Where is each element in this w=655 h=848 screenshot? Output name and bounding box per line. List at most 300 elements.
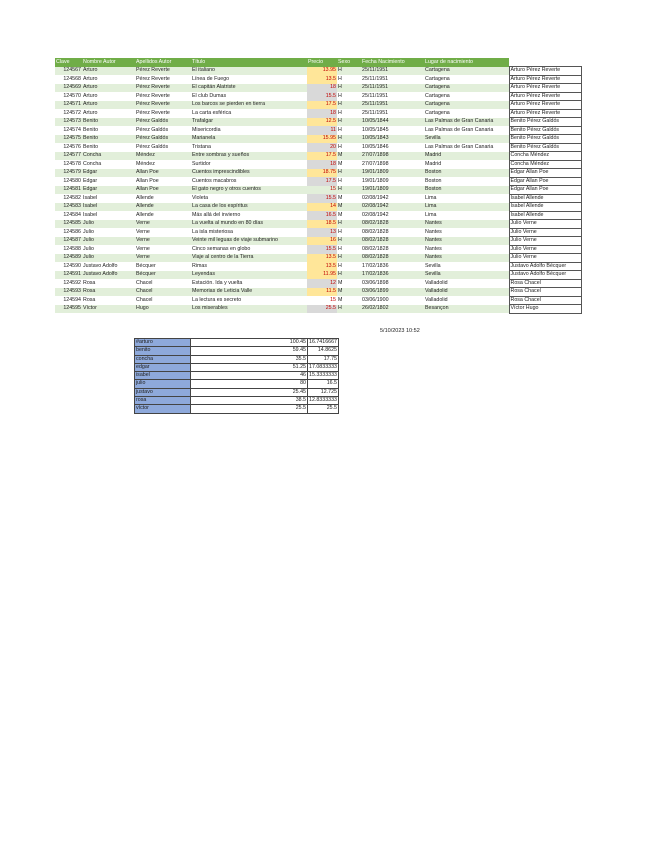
cell-sexo: H — [337, 262, 361, 271]
cell-clave: 124580 — [55, 177, 82, 186]
cell-clave: 124581 — [55, 186, 82, 195]
cell-apellidos: Pérez Reverte — [135, 109, 191, 118]
timestamp: 5/10/2023 10:52 — [380, 328, 420, 334]
cell-lugar: Nantes — [424, 228, 509, 237]
cell-sexo: M — [337, 194, 361, 203]
cell-fecha: 25/11/1951 — [361, 67, 424, 76]
cell-precio: 17.5 — [307, 177, 337, 186]
table-row — [55, 160, 581, 169]
cell-apellidos: Pérez Reverte — [135, 84, 191, 93]
cell-precio: 15.5 — [307, 194, 337, 203]
cell-nombre: Rosa — [82, 288, 135, 297]
cell-fecha: 03/06/1900 — [361, 296, 424, 305]
cell-sexo: H — [337, 118, 361, 127]
cell-fecha: 08/02/1828 — [361, 220, 424, 229]
cell-fecha: 26/02/1802 — [361, 305, 424, 314]
cell-apellidos: Pérez Reverte — [135, 101, 191, 110]
header-sexo: Sexo — [337, 58, 361, 67]
cell-clave: 124575 — [55, 135, 82, 144]
cell-autor-completo: Isabel Allende — [509, 203, 581, 212]
cell-precio: 15 — [307, 296, 337, 305]
cell-clave: 124570 — [55, 92, 82, 101]
summary-total: 51.25 — [191, 363, 308, 371]
header-apellidos: Apellidos Autor — [135, 58, 191, 67]
table-row — [55, 186, 581, 195]
cell-precio: 25.5 — [307, 305, 337, 314]
header-titulo: Título — [191, 58, 307, 67]
cell-autor-completo: Rosa Chacel — [509, 279, 581, 288]
summary-table — [134, 338, 339, 414]
cell-autor-completo: Julio Verne — [509, 245, 581, 254]
table-row — [55, 109, 581, 118]
cell-nombre: Arturo — [82, 75, 135, 84]
header-fecha: Fecha Nacimiento — [361, 58, 424, 67]
cell-titulo: Viaje al centro de la Tierra — [191, 254, 307, 263]
cell-precio: 18.75 — [307, 169, 337, 178]
cell-precio: 11 — [307, 126, 337, 135]
cell-lugar: Lima — [424, 211, 509, 220]
cell-fecha: 27/07/1898 — [361, 160, 424, 169]
cell-titulo: Más allá del invierno — [191, 211, 307, 220]
cell-sexo: H — [337, 84, 361, 93]
table-row — [55, 194, 581, 203]
cell-precio: 13 — [307, 228, 337, 237]
cell-clave: 124572 — [55, 109, 82, 118]
cell-autor-completo: Rosa Chacel — [509, 296, 581, 305]
cell-titulo: Cuentos imprescindibles — [191, 169, 307, 178]
cell-titulo: Memorias de Leticia Valle — [191, 288, 307, 297]
cell-autor-completo: Julio Verne — [509, 228, 581, 237]
cell-fecha: 10/05/1843 — [361, 135, 424, 144]
summary-name: víctor — [135, 405, 191, 413]
cell-precio: 16 — [307, 237, 337, 246]
table-row — [55, 152, 581, 161]
summary-table-body — [135, 339, 339, 414]
cell-apellidos: Allan Poe — [135, 177, 191, 186]
cell-apellidos: Pérez Reverte — [135, 92, 191, 101]
cell-sexo: H — [337, 220, 361, 229]
header-clave: Clave — [55, 58, 82, 67]
cell-lugar: Madrid — [424, 152, 509, 161]
cell-sexo: H — [337, 245, 361, 254]
cell-precio: 13.5 — [307, 262, 337, 271]
cell-apellidos: Bécquer — [135, 271, 191, 280]
cell-precio: 20 — [307, 143, 337, 152]
cell-autor-completo: Isabel Allende — [509, 194, 581, 203]
cell-sexo: H — [337, 67, 361, 76]
cell-clave: 124592 — [55, 279, 82, 288]
cell-nombre: Benito — [82, 143, 135, 152]
summary-name: edgar — [135, 363, 191, 371]
cell-nombre: Edgar — [82, 186, 135, 195]
cell-nombre: Rosa — [82, 279, 135, 288]
cell-clave: 124589 — [55, 254, 82, 263]
cell-autor-completo: Arturo Pérez Reverte — [509, 75, 581, 84]
cell-titulo: Leyendas — [191, 271, 307, 280]
table-row — [55, 220, 581, 229]
cell-clave: 124568 — [55, 75, 82, 84]
cell-nombre: Julio — [82, 237, 135, 246]
cell-titulo: El capitán Alatriste — [191, 84, 307, 93]
cell-clave: 124590 — [55, 262, 82, 271]
cell-clave: 124569 — [55, 84, 82, 93]
cell-autor-completo: Benito Pérez Galdós — [509, 135, 581, 144]
cell-nombre: Isabel — [82, 203, 135, 212]
cell-nombre: Edgar — [82, 169, 135, 178]
cell-lugar: Lima — [424, 203, 509, 212]
cell-lugar: Cartagena — [424, 101, 509, 110]
summary-row — [135, 363, 339, 371]
cell-fecha: 02/08/1942 — [361, 211, 424, 220]
cell-precio: 17.5 — [307, 152, 337, 161]
cell-autor-completo: Edgar Allan Poe — [509, 186, 581, 195]
cell-lugar: Las Palmas de Gran Canaria — [424, 126, 509, 135]
table-row — [55, 126, 581, 135]
cell-autor-completo: Víctor Hugo — [509, 305, 581, 314]
table-row — [55, 84, 581, 93]
cell-sexo: M — [337, 288, 361, 297]
table-row — [55, 177, 581, 186]
cell-nombre: Arturo — [82, 67, 135, 76]
cell-clave: 124574 — [55, 126, 82, 135]
table-row — [55, 75, 581, 84]
cell-fecha: 10/05/1845 — [361, 126, 424, 135]
cell-clave: 124571 — [55, 101, 82, 110]
header-lugar: Lugar de nacimiento — [424, 58, 509, 67]
cell-apellidos: Allan Poe — [135, 169, 191, 178]
cell-clave: 124573 — [55, 118, 82, 127]
cell-apellidos: Méndez — [135, 152, 191, 161]
summary-total: 46 — [191, 372, 308, 380]
cell-apellidos: Allende — [135, 203, 191, 212]
cell-precio: 11.5 — [307, 288, 337, 297]
cell-titulo: La isla misteriosa — [191, 228, 307, 237]
summary-average: 17.75 — [308, 355, 339, 363]
cell-lugar: Boston — [424, 186, 509, 195]
cell-nombre: Arturo — [82, 92, 135, 101]
table-row — [55, 271, 581, 280]
cell-precio: 15 — [307, 186, 337, 195]
cell-autor-completo: Julio Verne — [509, 220, 581, 229]
cell-nombre: Arturo — [82, 84, 135, 93]
cell-autor-completo: Julio Verne — [509, 237, 581, 246]
cell-lugar: Boston — [424, 169, 509, 178]
cell-clave: 124577 — [55, 152, 82, 161]
cell-sexo: H — [337, 101, 361, 110]
cell-lugar: Madrid — [424, 160, 509, 169]
cell-apellidos: Pérez Reverte — [135, 67, 191, 76]
table-row — [55, 254, 581, 263]
table-row — [55, 262, 581, 271]
table-row — [55, 296, 581, 305]
cell-lugar: Las Palmas de Gran Canaria — [424, 143, 509, 152]
cell-autor-completo: Benito Pérez Galdós — [509, 143, 581, 152]
table-row — [55, 279, 581, 288]
cell-titulo: Violeta — [191, 194, 307, 203]
cell-lugar: Las Palmas de Gran Canaria — [424, 118, 509, 127]
summary-row — [135, 355, 339, 363]
table-row — [55, 211, 581, 220]
cell-fecha: 19/01/1809 — [361, 177, 424, 186]
cell-clave: 124587 — [55, 237, 82, 246]
summary-average: 12.725 — [308, 388, 339, 396]
table-row — [55, 135, 581, 144]
cell-clave: 124588 — [55, 245, 82, 254]
cell-fecha: 27/07/1898 — [361, 152, 424, 161]
cell-autor-completo: Rosa Chacel — [509, 288, 581, 297]
cell-nombre: Julio — [82, 228, 135, 237]
table-row — [55, 92, 581, 101]
summary-total: 25.45 — [191, 388, 308, 396]
cell-lugar: Valladolid — [424, 288, 509, 297]
cell-lugar: Sevilla — [424, 271, 509, 280]
cell-fecha: 19/01/1809 — [361, 169, 424, 178]
cell-precio: 15.5 — [307, 92, 337, 101]
cell-titulo: Surtidor — [191, 160, 307, 169]
cell-titulo: Entre sombras y sueños — [191, 152, 307, 161]
cell-titulo: Misericordia — [191, 126, 307, 135]
summary-average: 25.5 — [308, 405, 339, 413]
cell-apellidos: Pérez Galdós — [135, 135, 191, 144]
cell-apellidos: Verne — [135, 228, 191, 237]
header-blank — [509, 58, 581, 67]
summary-row — [135, 380, 339, 388]
cell-precio: 18 — [307, 84, 337, 93]
cell-nombre: Edgar — [82, 177, 135, 186]
cell-lugar: Besançon — [424, 305, 509, 314]
summary-name: rosa — [135, 397, 191, 405]
cell-lugar: Sevilla — [424, 135, 509, 144]
cell-titulo: La casa de los espíritus — [191, 203, 307, 212]
cell-fecha: 10/05/1846 — [361, 143, 424, 152]
table-row — [55, 245, 581, 254]
cell-nombre: Arturo — [82, 109, 135, 118]
cell-sexo: M — [337, 152, 361, 161]
cell-clave: 124593 — [55, 288, 82, 297]
cell-lugar: Boston — [424, 177, 509, 186]
cell-sexo: M — [337, 211, 361, 220]
books-table — [55, 58, 582, 314]
cell-clave: 124578 — [55, 160, 82, 169]
summary-average: 16.7416667 — [309, 339, 337, 345]
cell-fecha: 25/11/1951 — [361, 101, 424, 110]
cell-precio: 11.95 — [307, 271, 337, 280]
cell-apellidos: Chacel — [135, 296, 191, 305]
cell-precio: 18.5 — [307, 220, 337, 229]
cell-titulo: Cuentos macabros — [191, 177, 307, 186]
summary-name: benito — [135, 347, 191, 355]
summary-name: #arturo — [135, 339, 191, 347]
cell-apellidos: Hugo — [135, 305, 191, 314]
cell-apellidos: Bécquer — [135, 262, 191, 271]
table-row — [55, 203, 581, 212]
cell-lugar: Nantes — [424, 237, 509, 246]
cell-sexo: H — [337, 169, 361, 178]
summary-row — [135, 339, 339, 347]
cell-titulo: El italiano — [191, 67, 307, 76]
cell-apellidos: Méndez — [135, 160, 191, 169]
cell-apellidos: Allende — [135, 211, 191, 220]
summary-average: 17.0833333 — [309, 363, 337, 370]
cell-nombre: Víctor — [82, 305, 135, 314]
cell-nombre: Arturo — [82, 101, 135, 110]
cell-sexo: H — [337, 237, 361, 246]
cell-autor-completo: Justavo Adolfo Bécquer — [509, 271, 581, 280]
summary-row — [135, 405, 339, 413]
cell-lugar: Cartagena — [424, 109, 509, 118]
cell-titulo: Marianela — [191, 135, 307, 144]
cell-sexo: H — [337, 126, 361, 135]
books-table-body — [55, 67, 581, 314]
cell-nombre: Rosa — [82, 296, 135, 305]
cell-apellidos: Pérez Galdós — [135, 126, 191, 135]
cell-fecha: 10/05/1844 — [361, 118, 424, 127]
cell-sexo: H — [337, 109, 361, 118]
cell-sexo: H — [337, 135, 361, 144]
cell-lugar: Nantes — [424, 254, 509, 263]
cell-fecha: 03/06/1899 — [361, 288, 424, 297]
cell-nombre: Benito — [82, 135, 135, 144]
table-row — [55, 228, 581, 237]
cell-nombre: Isabel — [82, 194, 135, 203]
cell-apellidos: Allan Poe — [135, 186, 191, 195]
cell-lugar: Cartagena — [424, 75, 509, 84]
cell-sexo: H — [337, 92, 361, 101]
cell-clave: 124583 — [55, 203, 82, 212]
cell-apellidos: Verne — [135, 237, 191, 246]
summary-average: 12.8333333 — [309, 397, 337, 404]
summary-row — [135, 372, 339, 380]
table-row — [55, 305, 581, 314]
cell-nombre: Benito — [82, 126, 135, 135]
summary-name: concha — [135, 355, 191, 363]
cell-sexo: M — [337, 203, 361, 212]
cell-sexo: H — [337, 254, 361, 263]
table-row — [55, 101, 581, 110]
cell-precio: 12 — [307, 279, 337, 288]
summary-row — [135, 347, 339, 355]
summary-row — [135, 397, 339, 405]
cell-precio: 15.5 — [307, 245, 337, 254]
cell-sexo: H — [337, 177, 361, 186]
cell-lugar: Cartagena — [424, 92, 509, 101]
cell-titulo: El gato negro y otros cuentos — [191, 186, 307, 195]
table-row — [55, 118, 581, 127]
cell-titulo: Línea de Fuego — [191, 75, 307, 84]
cell-nombre: Isabel — [82, 211, 135, 220]
summary-total: 100.45 — [191, 339, 308, 347]
cell-apellidos: Verne — [135, 254, 191, 263]
table-row — [55, 288, 581, 297]
cell-titulo: Los miserables — [191, 305, 307, 314]
header-row — [55, 58, 581, 67]
cell-clave: 124584 — [55, 211, 82, 220]
cell-sexo: H — [337, 143, 361, 152]
cell-apellidos: Verne — [135, 245, 191, 254]
cell-autor-completo: Concha Méndez — [509, 152, 581, 161]
cell-lugar: Lima — [424, 194, 509, 203]
cell-nombre: Justavo Adolfo — [82, 262, 135, 271]
cell-titulo: Veinte mil leguas de viaje submarino — [191, 237, 307, 246]
cell-apellidos: Pérez Galdós — [135, 118, 191, 127]
cell-precio: 18 — [307, 160, 337, 169]
cell-fecha: 19/01/1809 — [361, 186, 424, 195]
cell-nombre: Julio — [82, 254, 135, 263]
cell-precio: 17.5 — [307, 101, 337, 110]
summary-average: 16.5 — [308, 380, 339, 388]
cell-nombre: Concha — [82, 152, 135, 161]
cell-clave: 124585 — [55, 220, 82, 229]
table-row — [55, 169, 581, 178]
cell-fecha: 25/11/1951 — [361, 84, 424, 93]
cell-clave: 124579 — [55, 169, 82, 178]
cell-nombre: Justavo Adolfo — [82, 271, 135, 280]
cell-titulo: Estación. Ida y vuelta — [191, 279, 307, 288]
cell-titulo: La vuelta al mundo en 80 días — [191, 220, 307, 229]
cell-fecha: 17/02/1836 — [361, 262, 424, 271]
cell-precio: 13.5 — [307, 254, 337, 263]
cell-titulo: La lectura es secreto — [191, 296, 307, 305]
cell-autor-completo: Benito Pérez Galdós — [509, 126, 581, 135]
cell-sexo: H — [337, 228, 361, 237]
cell-fecha: 08/02/1828 — [361, 237, 424, 246]
cell-fecha: 17/02/1836 — [361, 271, 424, 280]
cell-fecha: 08/02/1828 — [361, 245, 424, 254]
cell-precio: 14 — [307, 203, 337, 212]
cell-lugar: Nantes — [424, 220, 509, 229]
summary-name: isabel — [135, 372, 191, 380]
cell-lugar: Cartagena — [424, 67, 509, 76]
cell-fecha: 08/02/1828 — [361, 228, 424, 237]
cell-titulo: Trafalgar — [191, 118, 307, 127]
cell-precio: 13.95 — [307, 67, 337, 76]
cell-precio: 12.5 — [307, 118, 337, 127]
cell-apellidos: Pérez Galdós — [135, 143, 191, 152]
cell-autor-completo: Justavo Adolfo Bécquer — [509, 262, 581, 271]
cell-precio: 18 — [307, 109, 337, 118]
cell-titulo: La carta esférica — [191, 109, 307, 118]
cell-lugar: Valladolid — [424, 296, 509, 305]
cell-autor-completo: Arturo Pérez Reverte — [509, 92, 581, 101]
cell-autor-completo: Benito Pérez Galdós — [509, 118, 581, 127]
cell-lugar: Nantes — [424, 245, 509, 254]
cell-autor-completo: Edgar Allan Poe — [509, 169, 581, 178]
summary-average: 15.3333333 — [309, 372, 337, 379]
cell-titulo: Los barcos se pierden en tierra — [191, 101, 307, 110]
summary-row — [135, 388, 339, 396]
cell-fecha: 02/08/1942 — [361, 194, 424, 203]
header-precio: Precio — [307, 58, 337, 67]
summary-total: 80 — [191, 380, 308, 388]
cell-clave: 124594 — [55, 296, 82, 305]
cell-autor-completo: Arturo Pérez Reverte — [509, 67, 581, 76]
cell-clave: 124591 — [55, 271, 82, 280]
cell-precio: 15.95 — [307, 135, 337, 144]
table-row — [55, 67, 581, 76]
cell-autor-completo: Concha Méndez — [509, 160, 581, 169]
summary-name: julio — [135, 380, 191, 388]
cell-clave: 124582 — [55, 194, 82, 203]
cell-lugar: Cartagena — [424, 84, 509, 93]
cell-fecha: 25/11/1951 — [361, 109, 424, 118]
cell-precio: 16.5 — [307, 211, 337, 220]
cell-clave: 124567 — [55, 67, 82, 76]
cell-clave: 124576 — [55, 143, 82, 152]
cell-apellidos: Verne — [135, 220, 191, 229]
cell-clave: 124586 — [55, 228, 82, 237]
summary-total: 35.5 — [191, 355, 308, 363]
cell-nombre: Julio — [82, 245, 135, 254]
